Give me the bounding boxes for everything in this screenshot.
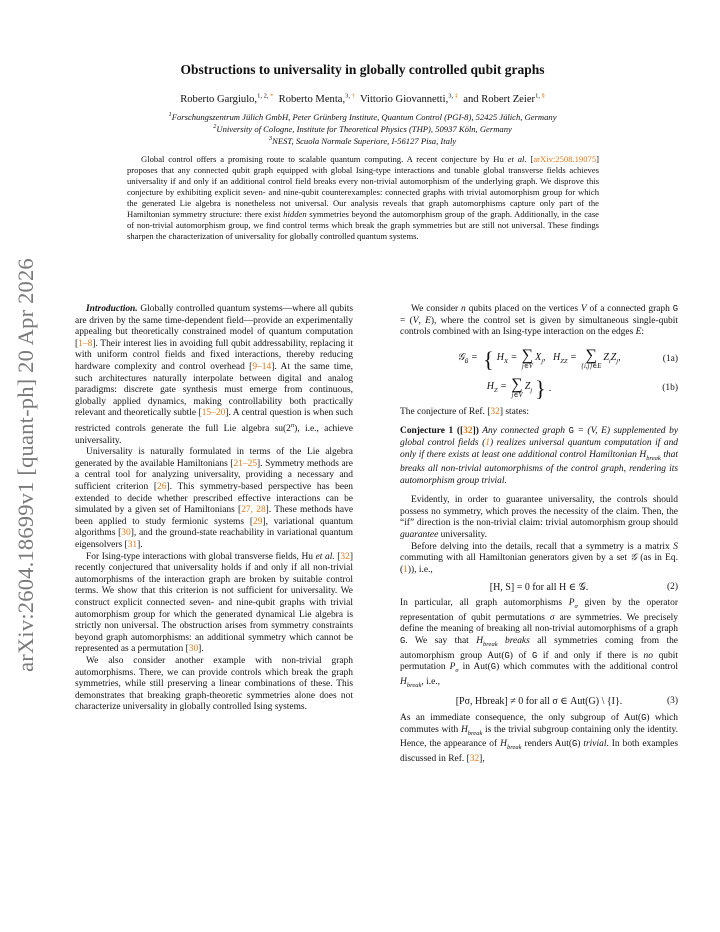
- author-4-footnote-link[interactable]: §: [541, 92, 545, 99]
- citation-link[interactable]: 9–14: [252, 361, 272, 372]
- equation-link[interactable]: 1: [403, 564, 408, 575]
- affiliation-3: $^3$NEST, Scuola Normale Superiore, I-56127 Pisa, Italy: [268, 135, 457, 146]
- author-1-footnote-link[interactable]: *: [270, 92, 274, 99]
- equation-2: [H, S] = 0 for all H ∈ 𝒢. (2): [489, 581, 678, 593]
- right-column: [400, 304, 678, 765]
- citation-link[interactable]: 21–25: [233, 458, 258, 469]
- paper-title: Obstructions to universality in globally controlled qubit graphs: [180, 62, 545, 77]
- equation-3: [Pσ, Hbreak] ≠ 0 for all σ ∈ Aut(G) \ {I}. (3): [455, 696, 678, 708]
- equation-link[interactable]: 1: [485, 437, 490, 448]
- citation-link[interactable]: 1–8: [78, 338, 93, 349]
- citation-link[interactable]: 32: [340, 551, 350, 562]
- author-3: Vittorio Giovannetti,$^{3,}$ ‡: [360, 92, 458, 105]
- citation-link[interactable]: 27, 28: [241, 505, 266, 516]
- citation-link[interactable]: 32: [469, 753, 480, 764]
- abstract-arxiv-link[interactable]: arXiv:2508.19075: [533, 154, 597, 164]
- citation-link[interactable]: 29: [253, 516, 263, 527]
- paragraph-conjecture-summary: For Ising-type interactions with global transverse fields, Hu et al. [32] recently conjectured that universality holds if and only if all non-trivial automorphisms of the interaction graph are broken by suitable control terms. We show that this criterion is not sufficient for universality. We construct explicit connected seven- and nine-qubit graphs with trivial automorphism group for which the generated dynamical Lie algebra is strictly non universal. The obstruction arises from symmetry constraints beyond graph automorphisms: an additional symmetry which cannot be represented as a permutation [30].: [75, 551, 354, 655]
- author-4: and Robert Zeier$^{1,}$ §: [463, 92, 545, 105]
- equation-1a: 𝒢$_G$ = { $H_X$ = ∑ j∈V $X_j$, $H_{ZZ}$ = ∑ {i,j}∈E $Z_iZ_j$, (1a): [457, 346, 678, 372]
- paragraph-symmetry-def: Before delving into the details, recall that a symmetry is a matrix S commuting with all Hamiltonian generators given by a set 𝒢 (as in Eq. (1)), i.e.,: [400, 541, 678, 575]
- paragraph-lie-algebra: Universality is naturally formulated in terms of the Lie algebra generated by the available Hamiltonians [21–25]. Symmetry methods are a central tool for analyzing universality, providing a necessary and sufficient criterion [26]. This symmetry-based perspective has been extended to decide whether prescribed effective interactions can be simulated by a given set of Hamiltonians [27, 28]. These methods have been applied to study fermionic systems [29], variational quantum algorithms [30], and the ground-state reachability in variational quantum eigensolvers [31].: [75, 447, 354, 551]
- citation-link[interactable]: 26: [157, 482, 167, 493]
- affiliation-2: $^2$University of Cologne, Institute for Theoretical Physics (THP), 50937 Köln, Germany: [213, 123, 512, 134]
- arxiv-side-stamp: arXiv:2604.18699v1 [quant-ph] 20 Apr 2026: [13, 258, 38, 672]
- citation-link[interactable]: 32: [463, 426, 473, 437]
- author-1: Roberto Gargiulo,$^{1, 2,}$ *: [180, 92, 274, 105]
- citation-link[interactable]: 31: [127, 540, 138, 551]
- paragraph-setup: We consider n qubits placed on the vertices V of a connected graph G = (V, E), where the control set is given by simultaneous single-qubit controls combined with an Ising-type interaction on the edges E:: [400, 304, 679, 338]
- paragraph-automorphism-def: In particular, all graph automorphisms $P_\sigma$ given by the operator representation of qubit permutations σ are symmetries. We precisely define the meaning of breaking all non-trivial automorphisms of a graph G. We say that $H_{break}$ breaks all symmetries coming from the automorphism group Aut(G) of G if and only if there is no qubit permutation $P_\sigma$ in Aut(G) which commutes with the additional control $H_{break}$, i.e.,: [400, 598, 679, 689]
- author-3-footnote-link[interactable]: ‡: [454, 92, 458, 99]
- author-list: [80, 92, 645, 105]
- abstract: Global control offers a promising route to scalable quantum computing. A recent conjecture by Hu et al. [arXiv:2508.19075] proposes that any connected qubit graph equipped with global Ising-type interactions and tunable global transverse fields achieves universality if and only if an additional control field breaks every non-trivial automorphism of the underlying graph. We disprove this conjecture by exhibiting explicit seven- and nine-qubit counterexamples: connected graphs with trivial automorphism group for which the generated Lie algebra is nonetheless not universal. Our analysis reveals that graph automorphisms capture only part of the Hamiltonian symmetry structure: there exist hidden symmetries beyond the automorphism group of the graph. Additionally, in the case of non-trivial automorphism group, we find control terms which break the graph symmetries but are still not universal. These findings sharpen the characterization of universality for globally controlled quantum systems.: [127, 154, 599, 241]
- paragraph-necessity: Evidently, in order to guarantee universality, the controls should possess no symmetry, which proves the necessity of the claim. Then, the “if” direction is the non-trivial claim: trivial automorphism group should guarantee universality.: [400, 495, 678, 541]
- author-2-footnote-link[interactable]: †: [351, 92, 355, 99]
- paragraph-nontrivial-example: We also consider another example with non-trivial graph automorphisms. There, we can provide controls which break the graph symmetries, while still preserving a linear combinations of these. This demonstrates that breaking graph-theoretic symmetries alone does not characterize universality in globally controlled Ising systems.: [75, 655, 353, 713]
- paragraph-consequence: As an immediate consequence, the only subgroup of Aut(G) which commutes with $H_{break}$ is the trivial subgroup containing only the identity. Hence, the appearance of $H_{break}$ renders Aut(G) trivial. In both examples discussed in Ref. [32],: [400, 713, 679, 764]
- author-2: Roberto Menta,$^{3,}$ †: [278, 92, 355, 105]
- citation-link[interactable]: 30: [121, 528, 131, 539]
- intro-paragraph: Introduction. Globally controlled quantum systems—where all qubits are driven by the same time-dependent field—provide an experimentally appealing but theoretically constrained model of quantum computation [1–8]. Their interest lies in avoiding full qubit addressability, replacing it with uniform control fields and fixed interactions, thereby reducing hardware complexity and control overhead [9–14]. At the same time, such architectures naturally interpolate between digital and analog paradigms: discrete gate synthesis must emerge from continuous, globally applied dynamics, making controllability both practically relevant and theoretically subtle [15–20]. A central question is when such restricted controls generate the full Lie algebra su(2$^n$), i.e., achieve universality.: [75, 304, 353, 446]
- conjecture-1: Conjecture 1 ([32]) Any connected graph G = (V, E) supplemented by global control fields (1) realizes universal quantum computation if and only if there exists at least one additional control Hamiltonian $H_{break}$ that breaks all non-trivial automorphisms of the control graph, rendering its automorphism group trivial.: [400, 426, 679, 486]
- conjecture-intro: The conjecture of Ref. [32] states:: [400, 406, 529, 417]
- equation-1b: $H_Z$ = ∑ j∈V $Z_j$ } . (1b): [486, 375, 678, 401]
- citation-link[interactable]: 15–20: [201, 408, 226, 419]
- citation-link[interactable]: 32: [490, 406, 500, 417]
- citation-link[interactable]: 30: [188, 644, 199, 655]
- affiliation-1: $^1$Forschungszentrum Jülich GmbH, Peter Grünberg Institute, Quantum Control (PGI-8), 52425 Jülich, Germany: [168, 111, 557, 122]
- left-column: [75, 304, 353, 714]
